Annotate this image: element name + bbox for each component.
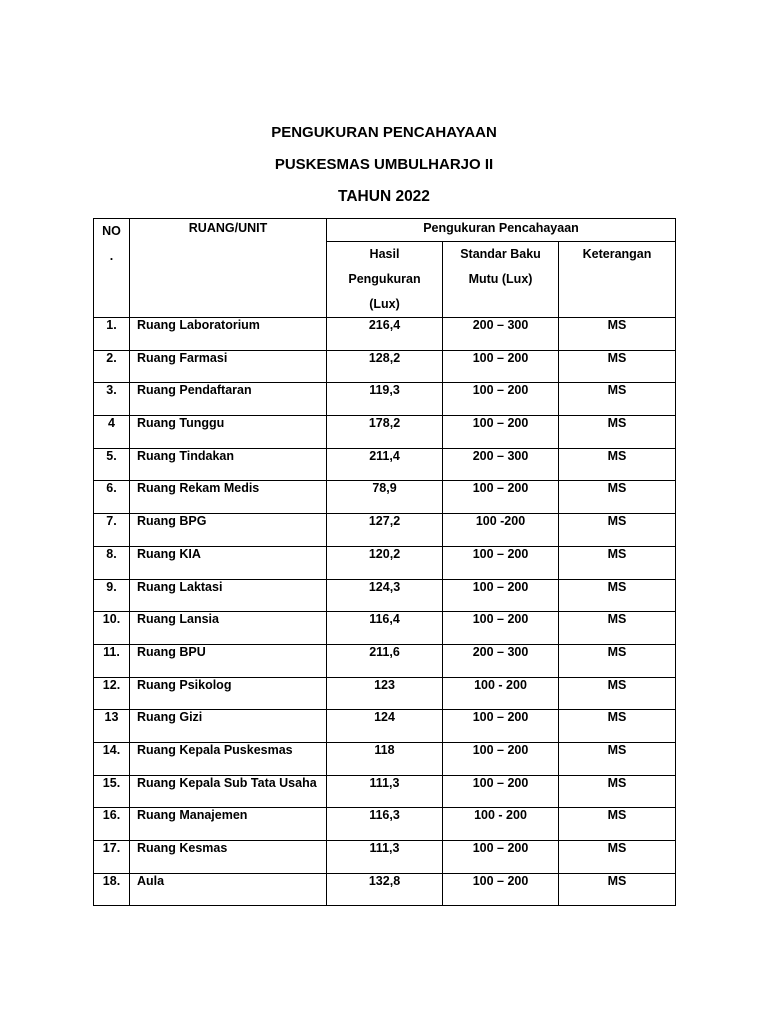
header-hasil-line1: Hasil [369,247,400,261]
cell-ruang-unit: Ruang Lansia [130,612,327,645]
cell-no: 1. [94,318,130,351]
header-ruang-unit: RUANG/UNIT [130,219,327,318]
table-row [94,775,676,808]
table-body [94,318,676,906]
header-keterangan: Keterangan [559,242,676,318]
cell-keterangan: MS [559,808,676,841]
cell-standar-baku-mutu: 100 – 200 [443,873,559,906]
cell-standar-baku-mutu: 100 – 200 [443,579,559,612]
cell-hasil-pengukuran: 124,3 [327,579,443,612]
table-row [94,612,676,645]
cell-hasil-pengukuran: 178,2 [327,416,443,449]
cell-ruang-unit: Ruang BPG [130,514,327,547]
cell-no: 14. [94,742,130,775]
document-title-block [0,122,768,218]
title-line-2: PUSKESMAS UMBULHARJO II [274,156,494,173]
cell-ruang-unit: Ruang Tunggu [130,416,327,449]
cell-hasil-pengukuran: 116,4 [327,612,443,645]
cell-no: 11. [94,644,130,677]
cell-ruang-unit: Ruang Gizi [130,710,327,743]
cell-keterangan: MS [559,612,676,645]
cell-standar-baku-mutu: 100 – 200 [443,841,559,874]
table-row [94,546,676,579]
cell-standar-baku-mutu: 100 – 200 [443,775,559,808]
cell-ruang-unit: Ruang KIA [130,546,327,579]
cell-hasil-pengukuran: 78,9 [327,481,443,514]
cell-keterangan: MS [559,481,676,514]
cell-no: 18. [94,873,130,906]
cell-ruang-unit: Ruang BPU [130,644,327,677]
cell-keterangan: MS [559,644,676,677]
cell-standar-baku-mutu: 100 – 200 [443,710,559,743]
cell-standar-baku-mutu: 100 – 200 [443,481,559,514]
cell-ruang-unit: Ruang Laktasi [130,579,327,612]
cell-standar-baku-mutu: 100 - 200 [443,677,559,710]
table-row [94,677,676,710]
title-line-1: PENGUKURAN PENCAHAYAAN [271,124,497,141]
header-no [94,219,130,318]
cell-standar-baku-mutu: 100 – 200 [443,416,559,449]
header-standar-line2: Mutu (Lux) [468,272,533,286]
cell-keterangan: MS [559,710,676,743]
cell-ruang-unit: Ruang Kesmas [130,841,327,874]
cell-keterangan: MS [559,383,676,416]
table-row [94,416,676,449]
cell-ruang-unit: Ruang Laboratorium [130,318,327,351]
cell-no: 7. [94,514,130,547]
cell-ruang-unit: Ruang Tindakan [130,448,327,481]
cell-no: 17. [94,841,130,874]
cell-hasil-pengukuran: 216,4 [327,318,443,351]
title-line-3: TAHUN 2022 [338,188,430,205]
table-row [94,873,676,906]
cell-hasil-pengukuran: 119,3 [327,383,443,416]
cell-no: 10. [94,612,130,645]
cell-standar-baku-mutu: 100 – 200 [443,612,559,645]
cell-hasil-pengukuran: 120,2 [327,546,443,579]
cell-keterangan: MS [559,416,676,449]
header-no-line2: . [109,249,114,263]
cell-no: 2. [94,350,130,383]
header-standar-line1: Standar Baku [460,247,541,261]
cell-hasil-pengukuran: 111,3 [327,841,443,874]
cell-standar-baku-mutu: 100 – 200 [443,742,559,775]
cell-keterangan: MS [559,318,676,351]
cell-no: 16. [94,808,130,841]
header-hasil-pengukuran [327,242,443,318]
cell-no: 4 [94,416,130,449]
cell-no: 5. [94,448,130,481]
cell-no: 6. [94,481,130,514]
table-row [94,644,676,677]
cell-hasil-pengukuran: 211,6 [327,644,443,677]
cell-ruang-unit: Ruang Kepala Sub Tata Usaha [130,775,327,808]
header-hasil-line2: Pengukuran [348,272,421,286]
header-pengukuran-pencahayaan: Pengukuran Pencahayaan [327,219,676,242]
cell-standar-baku-mutu: 100 – 200 [443,383,559,416]
cell-hasil-pengukuran: 111,3 [327,775,443,808]
cell-no: 13 [94,710,130,743]
cell-ruang-unit: Ruang Farmasi [130,350,327,383]
table-row [94,742,676,775]
cell-hasil-pengukuran: 128,2 [327,350,443,383]
cell-hasil-pengukuran: 118 [327,742,443,775]
cell-hasil-pengukuran: 124 [327,710,443,743]
table-row [94,841,676,874]
cell-ruang-unit: Ruang Kepala Puskesmas [130,742,327,775]
table-row [94,579,676,612]
cell-hasil-pengukuran: 211,4 [327,448,443,481]
cell-standar-baku-mutu: 100 – 200 [443,546,559,579]
table-row [94,710,676,743]
cell-standar-baku-mutu: 100 – 200 [443,350,559,383]
cell-ruang-unit: Aula [130,873,327,906]
cell-ruang-unit: Ruang Psikolog [130,677,327,710]
table-row [94,350,676,383]
cell-keterangan: MS [559,841,676,874]
cell-ruang-unit: Ruang Rekam Medis [130,481,327,514]
cell-keterangan: MS [559,775,676,808]
cell-no: 3. [94,383,130,416]
cell-hasil-pengukuran: 116,3 [327,808,443,841]
cell-standar-baku-mutu: 200 – 300 [443,318,559,351]
header-hasil-line3: (Lux) [369,297,400,311]
cell-no: 15. [94,775,130,808]
cell-standar-baku-mutu: 200 – 300 [443,644,559,677]
cell-no: 8. [94,546,130,579]
cell-keterangan: MS [559,579,676,612]
table-row [94,383,676,416]
cell-standar-baku-mutu: 200 – 300 [443,448,559,481]
cell-hasil-pengukuran: 132,8 [327,873,443,906]
cell-ruang-unit: Ruang Pendaftaran [130,383,327,416]
cell-ruang-unit: Ruang Manajemen [130,808,327,841]
header-standar-baku-mutu [443,242,559,318]
cell-keterangan: MS [559,546,676,579]
cell-keterangan: MS [559,742,676,775]
cell-no: 12. [94,677,130,710]
table-row [94,514,676,547]
table-row [94,318,676,351]
cell-standar-baku-mutu: 100 - 200 [443,808,559,841]
cell-hasil-pengukuran: 127,2 [327,514,443,547]
table-row [94,808,676,841]
cell-keterangan: MS [559,677,676,710]
cell-keterangan: MS [559,448,676,481]
cell-keterangan: MS [559,350,676,383]
lighting-measurement-table [93,218,676,906]
cell-hasil-pengukuran: 123 [327,677,443,710]
cell-standar-baku-mutu: 100 -200 [443,514,559,547]
table-row [94,481,676,514]
header-no-line1: NO [102,224,121,238]
table-row [94,448,676,481]
cell-keterangan: MS [559,514,676,547]
cell-no: 9. [94,579,130,612]
cell-keterangan: MS [559,873,676,906]
